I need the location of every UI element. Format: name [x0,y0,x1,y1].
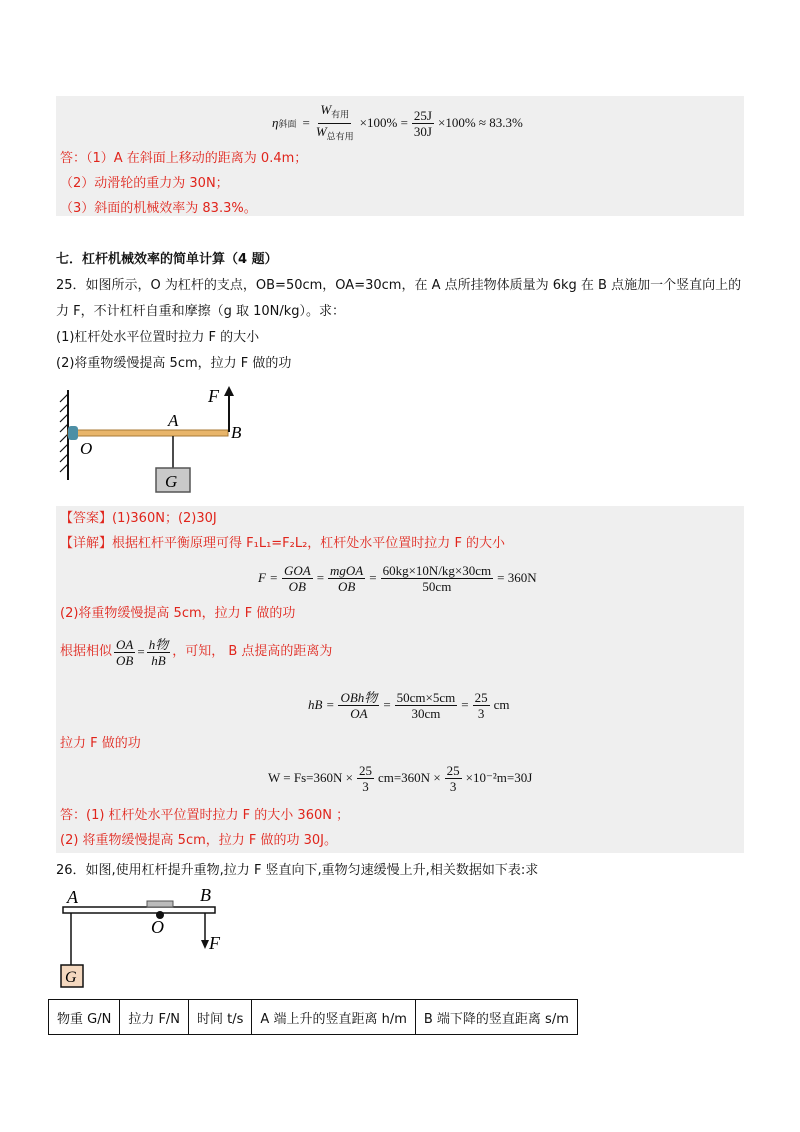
f1-frac2 [328,563,365,594]
force-arrow-head-26 [201,940,209,949]
q25-line2: 力 F，不计杠杆自重和摩擦（g 取 10N/kg）。求： [56,304,346,319]
efficiency-formula: η 斜面 = $\frac{W_{有用}}{W_{总有用}}$ ×100% = $\frac{25J}{30J}$ ×100% ≈ 83.3% [272,102,525,144]
lever-bar-26 [63,907,215,913]
similar-n1: OA [116,636,134,652]
label-O: O [80,439,93,458]
ans25-answer: 【答案】(1)360N；(2)30J [60,511,217,526]
similar-n2: h物 [148,636,169,652]
f3-frac2 [445,763,462,794]
f2-n1: OBh物 [340,689,378,705]
similar-frac1 [114,637,135,668]
f2-d2: 30cm [411,705,441,721]
formula-f [256,557,539,599]
ans25-detail: 【详解】根据杠杆平衡原理可得 F₁L₁=F₂L₂，杠杆处水平位置时拉力 F 的大小 [60,536,506,551]
similar-pre: 根据相似 [60,644,113,659]
similar-line [60,632,332,672]
label-G: G [165,472,178,491]
den2: 30J [413,123,432,139]
f1-n3: 60kg×10N/kg×30cm [382,562,492,578]
f2-frac1 [338,690,379,721]
f1-n2: mgOA [330,562,364,578]
f3-frac1 [357,763,374,794]
formula-w [266,757,534,799]
similar-eq: = [137,644,145,659]
f1-frac3 [381,563,494,594]
f1-frac1 [282,563,313,594]
force-arrow-head [224,386,234,396]
label-A: A [168,411,179,430]
efficiency-fraction-1 [314,102,356,144]
f1-lhs: F = [258,570,278,585]
work-label: 拉力 F 做的功 [60,736,141,751]
eta-sub: 斜面 [278,118,297,129]
q26-line1: 26．如图,使用杠杆提升重物,拉力 F 竖直向下,重物匀速缓慢上升,相关数据如下表:求 [56,863,539,878]
f2-lhs: hB = [308,697,335,712]
label-G-26: G [65,969,77,986]
label-O-26: O [151,917,164,937]
f1-d1: OB [288,578,306,594]
f2-d1: OA [350,705,368,721]
label-F: F [208,386,219,406]
f1-n1: GOA [283,562,311,578]
q25-line1: 25．如图所示，O 为杠杆的支点，OB=50cm，OA=30cm，在 A 点所挂物体质量为 6kg 在 B 点施加一个竖直向上的 [56,278,742,293]
f2-eq2: = [461,697,469,712]
prev-answer-3: （3）斜面的机械效率为 83.3%。 [60,201,257,216]
table-header-cell: 拉力 F/N [120,1000,189,1035]
lever-figure-25 [55,380,265,500]
similar-d2: hB [151,652,166,668]
lever-bar [68,430,228,436]
f3-lhs: W = Fs=360N × [268,770,353,785]
f1-eq1: = [316,570,325,585]
similar-post: ，可知， B 点提高的距离为 [172,644,333,659]
similar-frac2 [147,637,171,668]
f1-d3: 50cm [422,578,452,594]
pivot-mount [147,901,173,907]
w-num-sub: 有用 [331,109,350,120]
table-header-row [49,1000,578,1035]
q25-sub1: (1)杠杆处水平位置时拉力 F 的大小 [56,330,260,345]
eta-symbol: η [272,115,279,130]
label-B-26: B [200,885,211,905]
times-text: ×100% = [359,115,408,130]
prev-answer-2: （2）动滑轮的重力为 30N； [60,176,229,191]
lever-figure-26 [55,885,245,993]
f1-eq2: = [369,570,377,585]
f2-n3: 25 [474,689,488,705]
f2-frac3 [473,690,490,721]
f3-d2: 3 [449,778,457,794]
pivot [68,426,78,440]
label-F-26: F [209,933,220,953]
num2: 25J [413,107,432,123]
prev-answer-1: 答：（1）A 在斜面上移动的距离为 0.4m； [60,151,308,166]
similar-d1: OB [116,652,134,668]
table-header-cell: B 端下降的竖直距离 s/m [415,1000,577,1035]
ans25-final2: (2) 将重物缓慢提高 5cm，拉力 F 做的功 30J。 [60,833,338,848]
f2-frac2 [395,690,458,721]
f3-n2: 25 [446,762,460,778]
w-den: W [315,123,327,139]
wall-hatching [60,394,68,472]
f2-eq1: = [383,697,391,712]
q25-sub2: (2)将重物缓慢提高 5cm，拉力 F 做的功 [56,356,292,371]
data-table [48,999,578,1035]
f1-d2: OB [337,578,356,594]
f2-d3: 3 [477,705,485,721]
table-header-cell: A 端上升的竖直距离 h/m [252,1000,415,1035]
f3-tail: ×10⁻²m=30J [465,770,533,785]
section-title: 七．杠杆机械效率的简单计算（4 题） [56,252,278,267]
label-B: B [231,423,242,442]
efficiency-result: ×100% ≈ 83.3% [437,115,523,130]
ans25-part2: (2)将重物缓慢提高 5cm，拉力 F 做的功 [60,606,296,621]
f1-result: = 360N [497,570,537,585]
w-den-sub: 总有用 [326,131,354,142]
f3-mid: cm=360N × [377,770,441,785]
formula-hb [306,684,512,726]
f2-unit: cm [493,697,510,712]
label-A-26: A [67,887,78,907]
f2-n2: 50cm×5cm [396,689,456,705]
table-header-cell: 物重 G/N [49,1000,120,1035]
f3-n1: 25 [358,762,372,778]
f3-d1: 3 [362,778,369,794]
w-num: W [320,101,332,117]
ans25-final1: 答：(1) 杠杆处水平位置时拉力 F 的大小 360N ； [60,808,350,823]
table-header-cell: 时间 t/s [189,1000,252,1035]
efficiency-fraction-2 [412,108,434,139]
